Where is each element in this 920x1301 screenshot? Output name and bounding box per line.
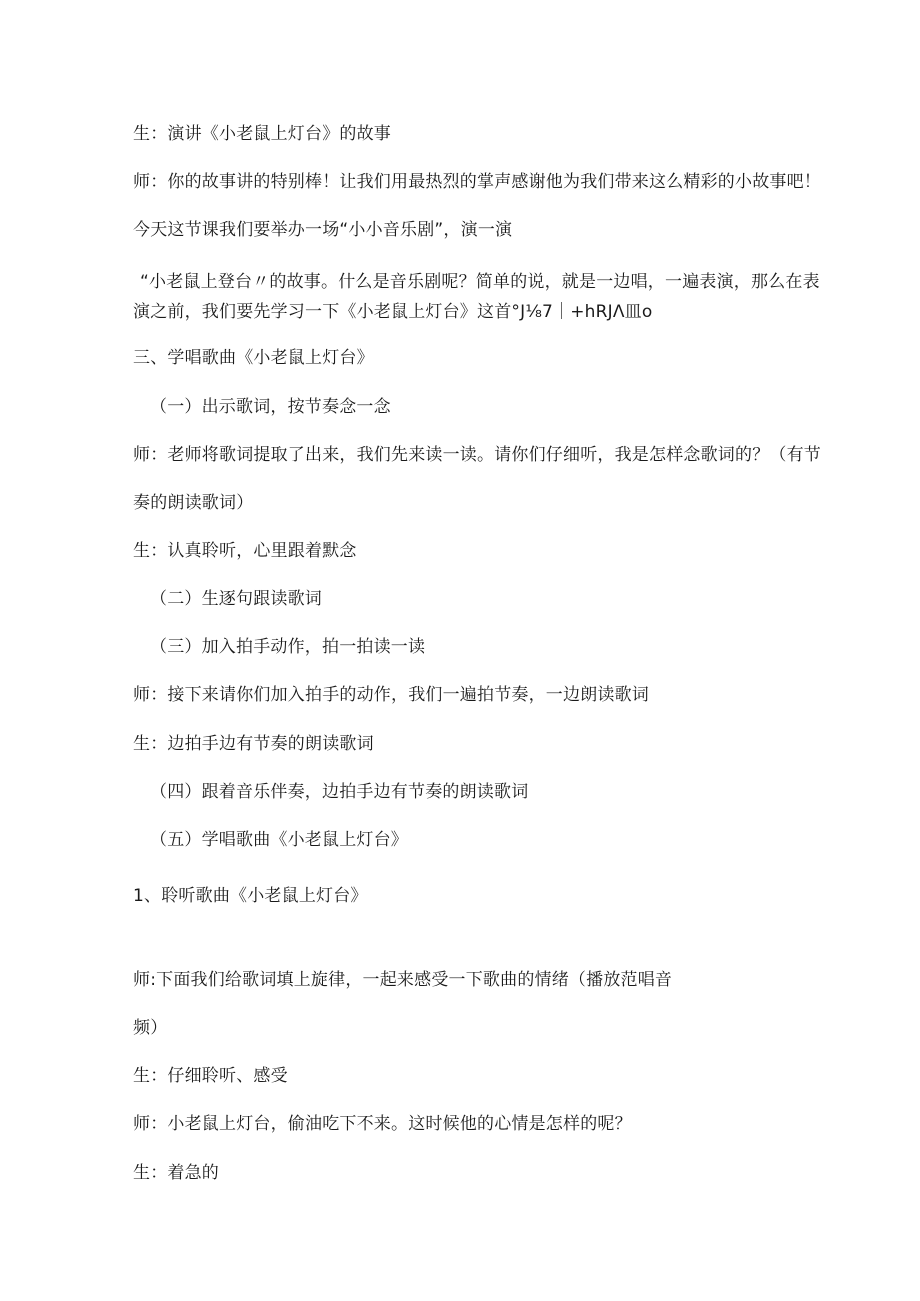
- text-line: 今天这节课我们要举办一场“小小音乐剧”，演一演: [133, 220, 513, 240]
- text-line: “小老鼠上登台〃的故事。什么是音乐剧呢？简单的说，就是一边唱，一遍表演，那么在表: [140, 272, 820, 292]
- text-line: 生：着急的: [133, 1163, 219, 1183]
- text-line: 生：边拍手边有节奏的朗读歌词: [133, 734, 374, 754]
- text-line: 生：仔细聆听、感受: [133, 1066, 288, 1086]
- text-line: 生：认真聆听，心里跟着默念: [133, 541, 357, 561]
- text-line: 频）: [133, 1018, 168, 1038]
- section-heading: 三、学唱歌曲《小老鼠上灯台》: [133, 348, 374, 368]
- text-line: 师：老师将歌词提取了出来，我们先来读一读。请你们仔细听，我是怎样念歌词的？（有节: [133, 445, 821, 465]
- text-line: 奏的朗读歌词）: [133, 493, 254, 513]
- subsection-heading: （一）出示歌词，按节奏念一念: [150, 397, 391, 417]
- text-line: 生：演讲《小老鼠上灯台》的故事: [133, 124, 391, 144]
- text-line: 师：你的故事讲的特别棒！让我们用最热烈的掌声感谢他为我们带来这么精彩的小故事吧！: [133, 172, 821, 192]
- subsection-heading: （二）生逐句跟读歌词: [150, 589, 322, 609]
- subsection-heading: （三）加入拍手动作，拍一拍读一读: [150, 637, 426, 657]
- text-line: 师：接下来请你们加入拍手的动作，我们一遍拍节奏，一边朗读歌词: [133, 685, 649, 705]
- text-line: 师:下面我们给歌词填上旋律，一起来感受一下歌曲的情绪（播放范唱音: [133, 970, 673, 990]
- subsection-heading: （五）学唱歌曲《小老鼠上灯台》: [150, 830, 408, 850]
- text-line: 1、聆听歌曲《小老鼠上灯台》: [133, 886, 368, 906]
- text-line: 演之前，我们要先学习一下《小老鼠上灯台》这首°J⅛7｜+hRJΛ皿o: [133, 302, 653, 322]
- subsection-heading: （四）跟着音乐伴奏，边拍手边有节奏的朗读歌词: [150, 782, 529, 802]
- text-line: 师：小老鼠上灯台，偷油吃下不来。这时候他的心情是怎样的呢？: [133, 1114, 632, 1134]
